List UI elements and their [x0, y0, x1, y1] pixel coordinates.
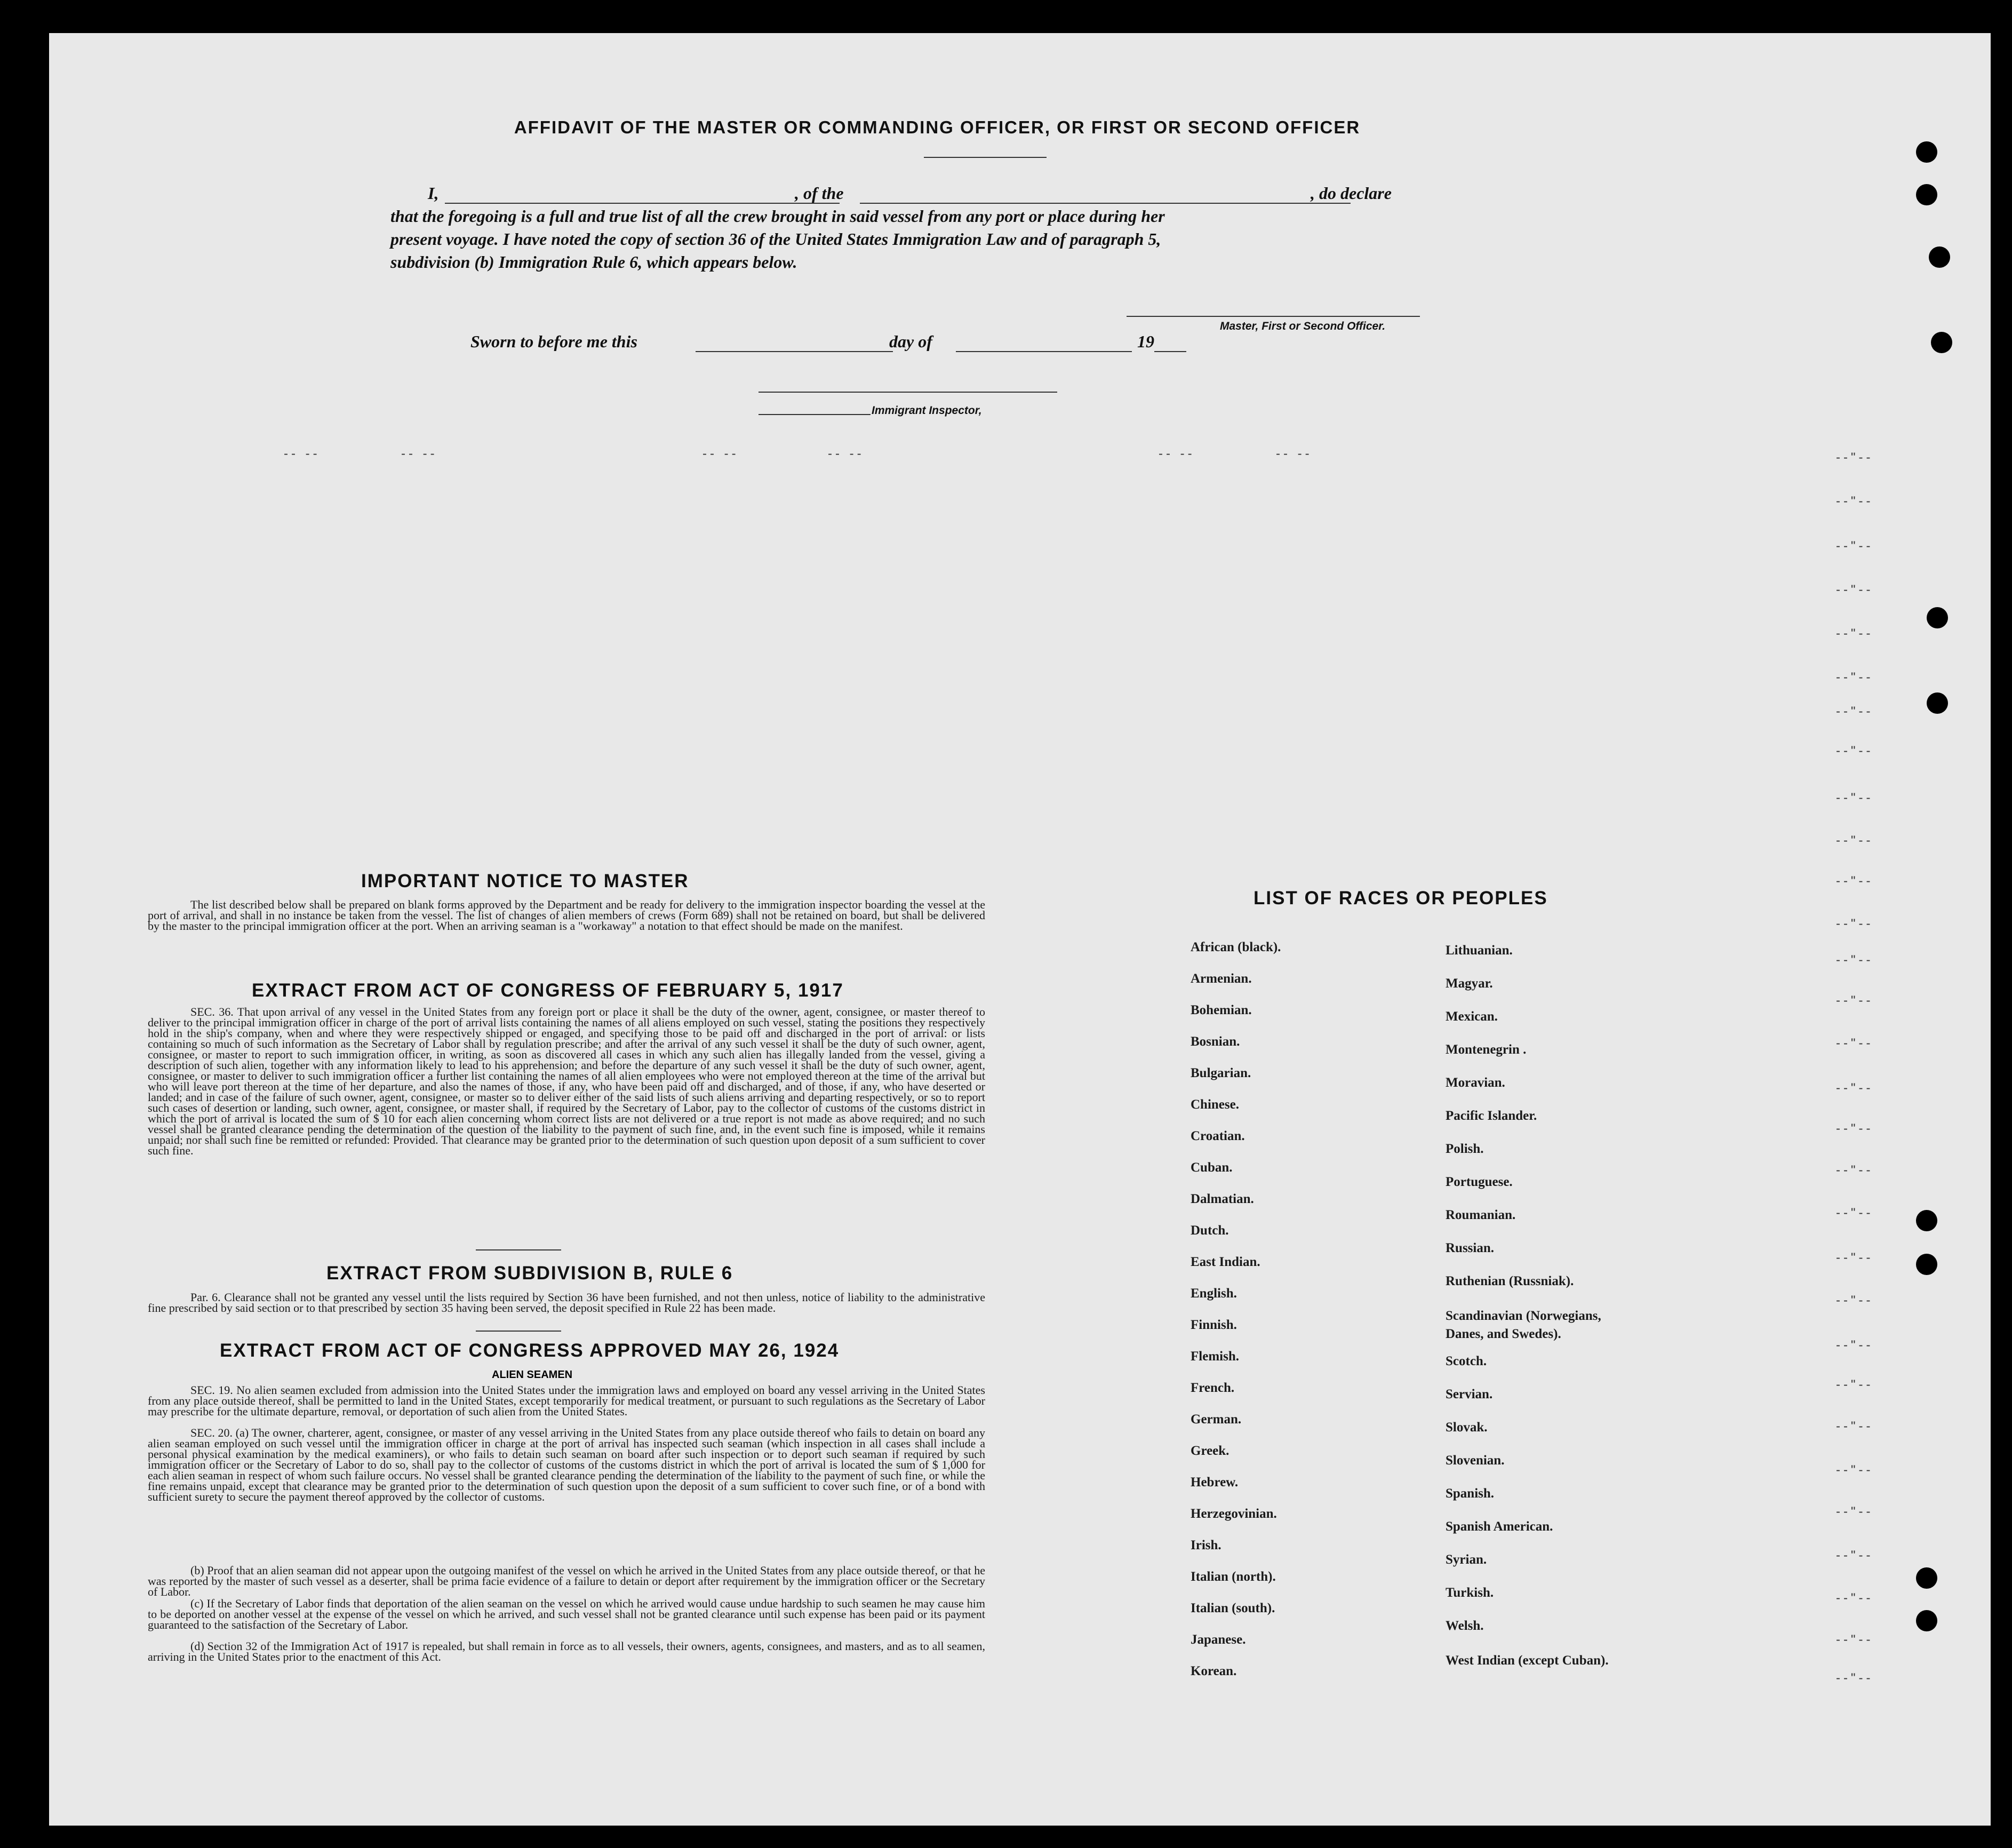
affidavit-line3: present voyage. I have noted the copy of section 36 of the United States Immigration Law and of paragraph 5, [390, 229, 1161, 249]
race-item: Montenegrin . [1446, 1042, 1527, 1057]
race-item: Polish. [1446, 1142, 1484, 1156]
race-item: Servian. [1446, 1387, 1493, 1401]
dash-mark: -- -- [828, 447, 865, 461]
race-item: Armenian. [1191, 971, 1252, 986]
affidavit-line2: that the foregoing is a full and true list of all the crew brought in said vessel from any port or place during her [390, 206, 1165, 226]
divider [476, 1249, 561, 1250]
race-item: Magyar. [1446, 976, 1493, 991]
affidavit-i: I, [428, 184, 439, 203]
ditto-mark: --"-- [1836, 744, 1874, 758]
ditto-mark: --"-- [1836, 626, 1874, 641]
race-item: Syrian. [1446, 1552, 1487, 1567]
rule6-title: EXTRACT FROM SUBDIVISION B, RULE 6 [326, 1263, 733, 1284]
race-item: African (black). [1191, 940, 1281, 954]
dash-mark: -- -- [1159, 447, 1195, 461]
race-item: Dalmatian. [1191, 1192, 1254, 1206]
sworn-month-blank[interactable] [956, 351, 1132, 352]
race-item: English. [1191, 1286, 1237, 1301]
ditto-mark: --"-- [1836, 1293, 1874, 1308]
form-sheet [49, 33, 1991, 1826]
race-item: Bohemian. [1191, 1003, 1252, 1017]
race-item: Hebrew. [1191, 1475, 1239, 1489]
ditto-mark: --"-- [1836, 993, 1874, 1008]
affidavit-of-the: , of the [795, 184, 844, 203]
sworn-day-blank[interactable] [696, 351, 893, 352]
name-blank[interactable] [445, 203, 840, 204]
ditto-mark: --"-- [1836, 1250, 1874, 1265]
punch-hole [1916, 184, 1937, 205]
notice-body: The list described below shall be prepared on blank forms approved by the Department and be ready for delivery to the immigration inspector boarding the vessel at the port of arrival, and shall in no instance be taken from the vessel. The list of changes of alien members of crews (Form 689) shall not be retained on board, but shall be delivered by the master to the principal immigration officer at the port. When an arriving seaman is a "workaway" a notation to that effect should be made on the manifest. [148, 898, 985, 933]
divider [476, 1331, 561, 1332]
ditto-mark: --"-- [1836, 1591, 1874, 1605]
race-item: Finnish. [1191, 1318, 1237, 1332]
vessel-blank[interactable] [860, 203, 1351, 204]
affidavit-line4: subdivision (b) Immigration Rule 6, which appears below. [390, 252, 797, 272]
ditto-mark: --"-- [1836, 583, 1874, 597]
race-item: Mexican. [1446, 1009, 1498, 1024]
affidavit-declare: , do declare [1311, 184, 1392, 203]
race-item: Portuguese. [1446, 1175, 1513, 1189]
punch-hole [1916, 1610, 1937, 1631]
ditto-mark: --"-- [1836, 1463, 1874, 1477]
ditto-mark: --"-- [1836, 1121, 1874, 1136]
ditto-mark: --"-- [1836, 1338, 1874, 1352]
race-item: Spanish. [1446, 1486, 1495, 1501]
race-item: Italian (south). [1191, 1601, 1275, 1615]
punch-hole [1927, 692, 1948, 714]
ditto-mark: --"-- [1836, 1419, 1874, 1433]
punch-hole [1931, 332, 1952, 353]
ditto-mark: --"-- [1836, 791, 1874, 805]
race-item: Flemish. [1191, 1349, 1239, 1364]
race-item: Russian. [1446, 1241, 1495, 1255]
title-underline [924, 157, 1047, 158]
sec20d-body: (d) Section 32 of the Immigration Act of 1917 is repealed, but shall remain in force as to all vessels, their owners, agents, consignees, and masters, and as to all seamen, arriving in the United States prior to the enactment of this Act. [148, 1639, 985, 1663]
race-item: German. [1191, 1412, 1242, 1427]
ditto-mark: --"-- [1836, 539, 1874, 553]
dash-mark: -- -- [1276, 447, 1313, 461]
signature-line[interactable] [1127, 316, 1420, 317]
race-item: Greek. [1191, 1444, 1229, 1458]
extract-1917-body: SEC. 36. That upon arrival of any vessel in the United States from any foreign port or place it shall be the duty of the owner, agent, consignee, or master thereof to deliver to the principal immigration officer in charge of the port of arrival lists containing the names of all aliens employed on such vessel, stating the positions they respectively hold in the ship's company, when and where they were respectively shipped or engaged, and specifying those to be paid off and discharged in the port of arrival: or lists containing so much of such information as the Secretary of Labor shall by regulation prescribe; and after the arrival of any such vessel it shall be the duty of such owner, agent, consignee, or master to report to such immigration officer, in writing, as soon as discovered all cases in which any such alien has illegally landed from the vessel, giving a description of such alien, together with any information likely to lead to his apprehension; and before the departure of any such vessel it shall be the duty of such owner, agent, consignee, or master to deliver to such immigration officer a further list containing the names of all alien employees who were not employed thereon at the time of the arrival but who will leave port thereon at the time of her departure, and also the names of those, if any, who have been paid off and discharged, and of those, if any, who have deserted or landed; and in case of the failure of such owner, agent, consignee, or master so to deliver either of the said lists of such aliens arriving and departing respectively, or so to report such cases of desertion or landing, such owner, agent, consignee, or master shall, if required by the Secretary of Labor, pay to the collector of customs of the customs district in which the port of arrival is located the sum of $ 10 for each alien concerning whom correct lists are not delivered or a true report is not made as above required; and no such vessel shall be granted clearance pending the determination of the question of the liability to the payment of such fine, and, in the event such fine is imposed, while it remains unpaid; nor shall such fine be remitted or refunded: Provided. That clearance may be granted prior to the determination of such question upon deposit of a sum sufficient to cover such fine. [148, 1005, 985, 1157]
extract-1917-title: EXTRACT FROM ACT OF CONGRESS OF FEBRUARY 5, 1917 [252, 980, 844, 1001]
race-item: Moravian. [1446, 1076, 1505, 1090]
signature-caption: Master, First or Second Officer. [1220, 320, 1386, 332]
sworn-prefix: Sworn to before me this [470, 332, 637, 351]
race-item: Japanese. [1191, 1632, 1246, 1647]
inspector-caption: Immigrant Inspector, [872, 404, 982, 417]
ditto-mark: --"-- [1836, 670, 1874, 684]
punch-hole [1916, 1567, 1937, 1589]
ditto-mark: --"-- [1836, 1632, 1874, 1647]
punch-hole [1929, 246, 1950, 268]
race-item: Turkish. [1446, 1586, 1494, 1600]
race-item: Herzegovinian. [1191, 1507, 1277, 1521]
sec19-body: SEC. 19. No alien seamen excluded from admission into the United States under the immigration laws and employed on board any vessel arriving in the United States from any place outside thereof, shall be permitted to land in the United States, except temporarily for medical treatment, or pursuant to such regulations as the Secretary of Labor may prescribe for the ultimate departure, removal, or deportation of such alien from the United States. [148, 1383, 985, 1418]
race-item: Irish. [1191, 1538, 1221, 1552]
race-item: Bulgarian. [1191, 1066, 1251, 1080]
sec20a-body: SEC. 20. (a) The owner, charterer, agent, consignee, or master of any vessel arriving in the United States from any place outside thereof who fails to detain on board any alien seaman employed on such vessel until the immigration officer in charge at the port of arrival has inspected such seaman (which inspection in all cases shall include a personal physical examination by the medical examiners), or who fails to detain such seaman on board after such inspection or to deport such seaman if required by such immigration officer or the Secretary of Labor to do so, shall pay to the collector of customs of the customs district in which the port of arrival is located the sum of $ 1,000 for each alien seaman in respect of whom such failure occurs. No vessel shall be granted clearance pending the determination of the liability to the payment of such fine, or while the fine remains unpaid, except that clearance may be granted prior to the determination of such question upon the deposit of a sum sufficient to cover such fine, or of a bond with sufficient surety to secure the payment thereof approved by the collector of customs. [148, 1426, 985, 1503]
ditto-mark: --"-- [1836, 1163, 1874, 1177]
ditto-mark: --"-- [1836, 1504, 1874, 1519]
punch-hole [1916, 1210, 1937, 1231]
race-item: Slovak. [1446, 1420, 1488, 1435]
races-title: LIST OF RACES OR PEOPLES [1253, 888, 1548, 909]
sec20c-body: (c) If the Secretary of Labor finds that deportation of the alien seaman on the vessel on which he arrived would cause undue hardship to such seamen he may cause him to be deported on another vessel at the expense of the vessel on which he arrived, and such vessel shall not be granted clearance until such expense has been paid or its payment guaranteed to the satisfaction of the Secretary of Labor. [148, 1597, 985, 1631]
dash-mark: -- -- [284, 447, 321, 461]
ditto-mark: --"-- [1836, 917, 1874, 931]
race-item: Chinese. [1191, 1097, 1239, 1112]
extract-1924-title: EXTRACT FROM ACT OF CONGRESS APPROVED MAY 26, 1924 [220, 1340, 840, 1361]
sec20b-body: (b) Proof that an alien seaman did not appear upon the outgoing manifest of the vessel on which he arrived in the United States from any place outside thereof, or that he was reported by the master of such vessel as a deserter, shall be prima facie evidence of a failure to detain or deport after requirement by the immigration officer or the Secretary of Labor. [148, 1564, 985, 1598]
rule6-body: Par. 6. Clearance shall not be granted any vessel until the lists required by Section 36 have been furnished, and not then unless, notice of liability to the administrative fine prescribed by said section or to that prescribed by section 35 having been served, the deposit specified in Rule 22 has been made. [148, 1291, 985, 1315]
dash-mark: -- -- [401, 447, 438, 461]
race-item: Welsh. [1446, 1619, 1484, 1633]
race-item: Slovenian. [1446, 1453, 1505, 1468]
race-item: West Indian (except Cuban). [1446, 1653, 1609, 1668]
ditto-mark: --"-- [1836, 1548, 1874, 1563]
ditto-mark: --"-- [1836, 874, 1874, 888]
inspector-line-1[interactable] [759, 392, 1057, 393]
race-item: Italian (north). [1191, 1570, 1276, 1584]
ditto-mark: --"-- [1836, 1206, 1874, 1220]
race-item: Korean. [1191, 1664, 1237, 1678]
race-item: Lithuanian. [1446, 943, 1513, 958]
race-item: Croatian. [1191, 1129, 1245, 1143]
race-item: Cuban. [1191, 1160, 1233, 1175]
affidavit-title: AFFIDAVIT OF THE MASTER OR COMMANDING OFFICER, OR FIRST OR SECOND OFFICER [514, 117, 1361, 137]
race-item: Pacific Islander. [1446, 1109, 1537, 1123]
race-item: Roumanian. [1446, 1208, 1516, 1222]
ditto-mark: --"-- [1836, 1377, 1874, 1392]
ditto-mark: --"-- [1836, 953, 1874, 967]
alien-seamen-subtitle: ALIEN SEAMEN [492, 1369, 573, 1381]
race-item: Scotch. [1446, 1354, 1487, 1368]
punch-hole [1916, 141, 1937, 163]
ditto-mark: --"-- [1836, 833, 1874, 848]
ditto-mark: --"-- [1836, 1036, 1874, 1050]
sworn-year: 19 [1137, 332, 1154, 351]
dash-mark: -- -- [702, 447, 739, 461]
race-item: East Indian. [1191, 1255, 1260, 1269]
ditto-mark: --"-- [1836, 494, 1874, 508]
inspector-line-2[interactable] [759, 414, 871, 415]
sworn-year-blank[interactable] [1154, 351, 1186, 352]
ditto-mark: --"-- [1836, 1671, 1874, 1685]
race-item: Dutch. [1191, 1223, 1229, 1238]
ditto-mark: --"-- [1836, 450, 1874, 465]
punch-hole [1927, 607, 1948, 628]
ditto-mark: --"-- [1836, 1081, 1874, 1095]
ditto-mark: --"-- [1836, 704, 1874, 719]
race-item: French. [1191, 1381, 1235, 1395]
race-item: Ruthenian (Russniak). [1446, 1274, 1574, 1288]
race-item: Bosnian. [1191, 1034, 1240, 1049]
race-item: Spanish American. [1446, 1519, 1553, 1534]
sworn-day-of: day of [889, 332, 932, 351]
punch-hole [1916, 1254, 1937, 1275]
notice-title: IMPORTANT NOTICE TO MASTER [361, 871, 689, 891]
race-item: Scandinavian (Norwegians, Danes, and Swedes). [1446, 1309, 1601, 1341]
